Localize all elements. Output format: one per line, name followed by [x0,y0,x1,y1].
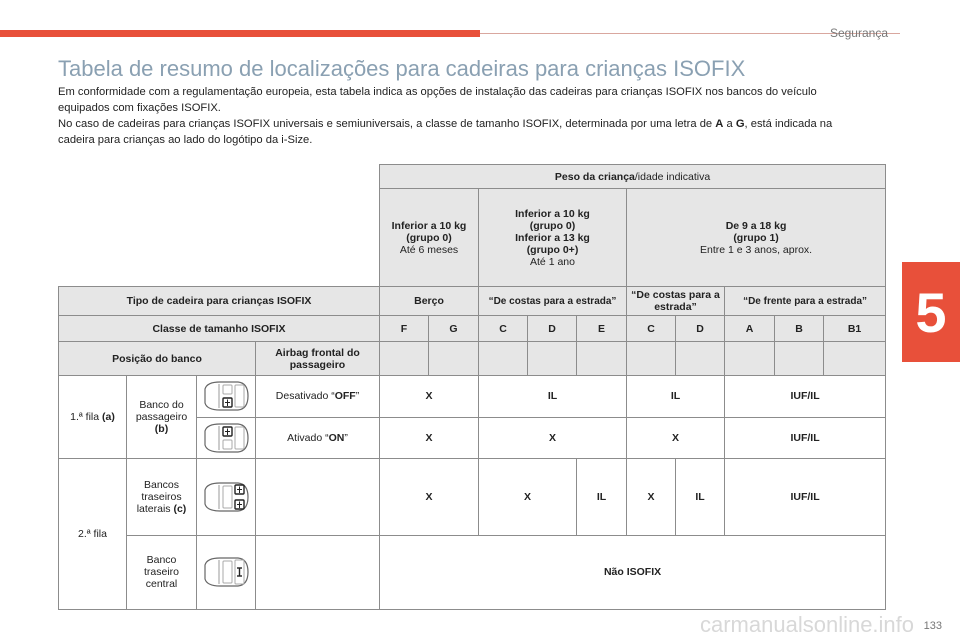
class-letter-a: A [715,118,724,130]
car-icon-passenger-off [197,376,256,417]
class-b: B [775,316,824,342]
class-d-2: D [676,316,725,342]
class-g: G [429,316,479,342]
class-letter-g: G [735,118,745,130]
row2-lateral-group1-d: IL [676,458,725,535]
rear-central-seat-label: Banco traseiro central [127,535,197,609]
group-0-header [380,189,479,287]
row1-on-group1-front: IUF/IL [725,417,886,458]
row1-on-group0: X [380,417,479,458]
group-0-weight: Inferior a 10 kg [391,219,467,232]
intro-text-b: , está indicada na cadeira para crianças ao lado do logótipo da i-Size. [58,118,833,146]
row-1-label [59,376,127,458]
row2-lateral-group1-front: IUF/IL [725,458,886,535]
type-forward-facing-text: De frente para a estrada [748,295,863,307]
row1-off-group0: X [380,376,479,417]
row2-lateral-carrycot: X [380,458,479,535]
weight-header [380,165,886,189]
row2-central-value: Não ISOFIX [380,535,886,609]
class-a: A [725,316,775,342]
group-1-age: Entre 1 e 3 anos, aprox. [700,243,813,256]
airbag-off [256,376,380,417]
class-b1: B1 [824,316,886,342]
empty-cell [380,342,429,376]
group-0plus-weight-1: Inferior a 10 kg [515,207,590,220]
car-icon-rear-lateral [197,458,256,535]
class-e: E [577,316,627,342]
airbag-off-quote: ” [355,390,360,403]
rear-lateral-note: (c) [173,502,187,515]
airbag-off-label: Desativado “ [275,390,335,403]
class-d: D [528,316,577,342]
group-0plus-name-1: (grupo 0) [529,219,576,232]
type-rear-facing-1: “De costas para a estrada” [479,287,627,316]
rear-lateral-airbag-empty [256,458,380,535]
row1-off-group1-front: IUF/IL [725,376,886,417]
empty-cell [429,342,479,376]
empty-cell [824,342,886,376]
car-icon-passenger-on [197,417,256,458]
weight-header-rest: /idade indicativa [634,170,711,183]
empty-cell [676,342,725,376]
rear-lateral-text: Bancos traseiros laterais [136,478,182,515]
empty-cell [577,342,627,376]
type-carrycot: Berço [380,287,479,316]
blank-corner [59,165,380,189]
type-forward-facing: “De frente para a estrada” [725,287,886,316]
row1-off-group1-rear: IL [627,376,725,417]
passenger-seat-label [127,376,197,458]
type-rear-facing-1-text: De costas para a estrada [493,295,612,307]
chapter-tab: 5 [902,262,960,362]
row-1-label-text: 1.ª fila [70,411,100,424]
airbag-on-value: ON [328,431,345,444]
seat-position-label: Posição do banco [59,342,256,376]
rear-central-airbag-empty [256,535,380,609]
seat-type-label: Tipo de cadeira para crianças ISOFIX [59,287,380,316]
section-title: Segurança [829,26,888,40]
group-0plus-header [479,189,627,287]
intro-paragraph-2 [58,116,858,148]
group-1-header [627,189,886,287]
page-title: Tabela de resumo de localizações para cadeiras para crianças ISOFIX [58,56,746,81]
group-0-age: Até 6 meses [399,243,459,256]
class-c: C [479,316,528,342]
type-rear-facing-2: “De costas para a estrada” [627,287,725,316]
airbag-on-quote: ” [344,431,348,444]
intro-text-a: No caso de cadeiras para crianças ISOFIX universais e semiuniversais, a classe de tamanho ISOFIX, determinada por uma letra de [58,118,716,130]
airbag-on-label: Ativado “ [287,431,329,444]
row2-lateral-group0plus-e: IL [577,458,627,535]
intro-text-mid: a [723,118,736,130]
airbag-off-value: OFF [334,390,356,403]
row2-lateral-group0plus-cd: X [479,458,577,535]
top-accent-bar [0,30,480,37]
intro-paragraph-1: Em conformidade com a regulamentação europeia, esta tabela indica as opções de instalação das cadeiras para crianças ISOFIX nos bancos do veículo equipados com fixações ISOFIX. [58,86,817,114]
row1-on-group1-rear: X [627,417,725,458]
empty-cell [528,342,577,376]
class-f: F [380,316,429,342]
type-rear-facing-2-text: De costas para a estrada [636,289,720,314]
row-1-note: (a) [102,411,115,424]
rear-lateral-seats-label [127,458,197,535]
class-c-2: C [627,316,676,342]
airbag-label: Airbag frontal do passageiro [256,342,380,376]
row-2-label: 2.ª fila [59,458,127,609]
passenger-seat-text: Banco do passageiro [135,399,188,424]
group-1-weight: De 9 a 18 kg [725,219,787,232]
row1-on-group0plus: X [479,417,627,458]
row1-off-group0plus: IL [479,376,627,417]
empty-cell [725,342,775,376]
empty-cell [627,342,676,376]
isofix-summary-table [58,164,886,610]
intro-text [58,84,858,148]
group-0plus-name-2: (grupo 0+) [526,243,579,256]
blank-corner-2 [59,189,380,287]
car-icon-rear-central [197,535,256,609]
passenger-seat-note: (b) [154,423,169,436]
group-1-name: (grupo 1) [733,231,779,244]
weight-header-bold: Peso da criança [554,170,635,183]
group-0plus-age: Até 1 ano [530,255,575,268]
row2-lateral-group1-c: X [627,458,676,535]
group-0-name: (grupo 0) [406,231,452,244]
page-number: 133 [923,620,942,632]
group-0plus-weight-2: Inferior a 13 kg [515,231,590,244]
watermark: carmanualsonline.info [700,612,915,637]
airbag-on [256,417,380,458]
size-class-label: Classe de tamanho ISOFIX [59,316,380,342]
empty-cell [479,342,528,376]
empty-cell [775,342,824,376]
